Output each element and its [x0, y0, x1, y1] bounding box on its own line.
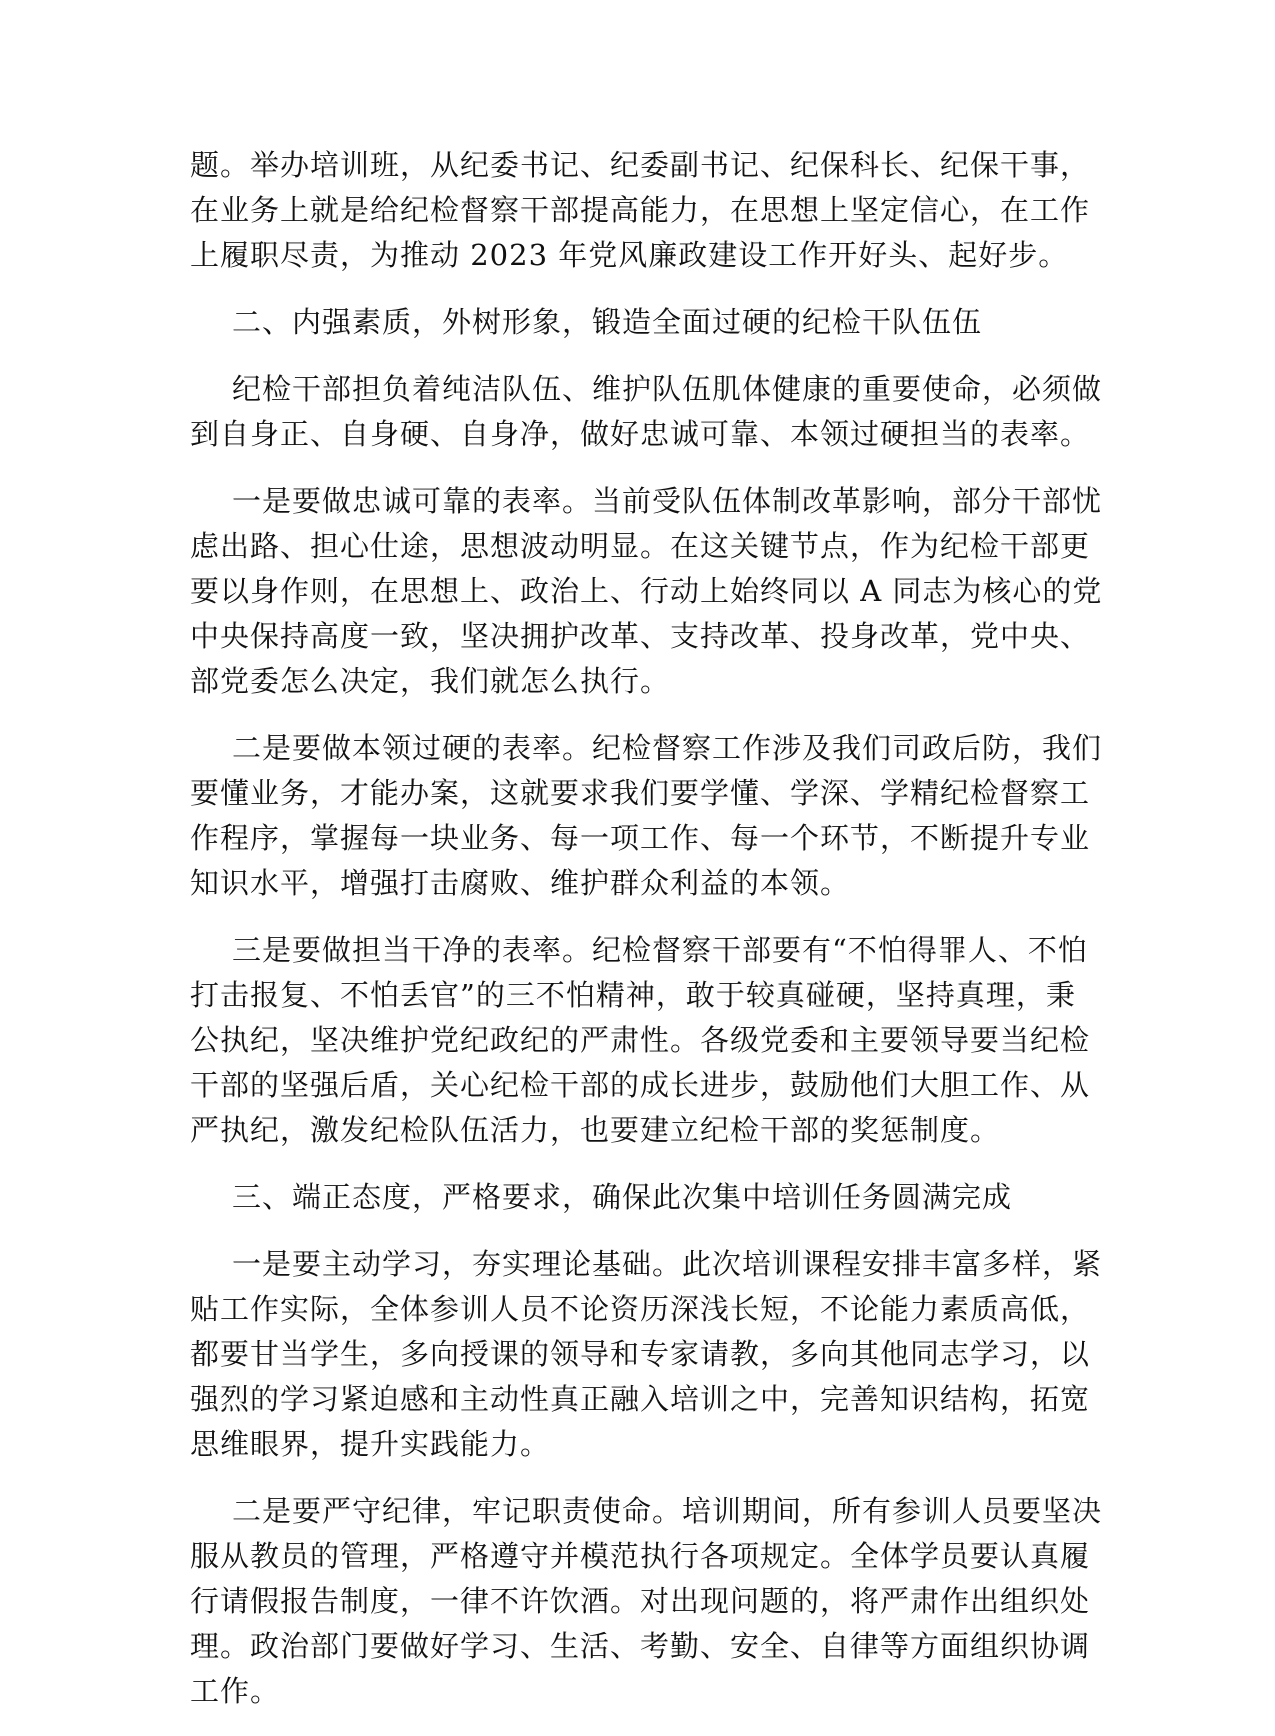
- text-line: 部党委怎么决定，我们就怎么执行。: [190, 664, 671, 698]
- text-line: 三是要做担当干净的表率。纪检督察干部要有“不怕得罪人、不怕: [232, 933, 1088, 967]
- text-line: 思维眼界，提升实践能力。: [190, 1427, 551, 1461]
- text-line: 严执纪，激发纪检队伍活力，也要建立纪检干部的奖惩制度。: [190, 1113, 1001, 1147]
- document-page: [190, 143, 1103, 1736]
- text-line: 一是要做忠诚可靠的表率。当前受队伍体制改革影响，部分干部忧: [232, 484, 1103, 518]
- paragraph-body: [190, 1242, 1103, 1467]
- section-heading-3: [190, 1175, 1078, 1220]
- text-line: 服从教员的管理，严格遵守并模范执行各项规定。全体学员要认真履: [190, 1539, 1091, 1573]
- text-line: 要懂业务，才能办案，这就要求我们要学懂、学深、学精纪检督察工: [190, 776, 1091, 810]
- text-line: 在业务上就是给纪检督察干部提高能力，在思想上坚定信心，在工作: [190, 193, 1091, 227]
- text-line: 一是要主动学习，夯实理论基础。此次培训课程安排丰富多样，紧: [232, 1247, 1103, 1281]
- text-line: 强烈的学习紧迫感和主动性真正融入培训之中，完善知识结构，拓宽: [190, 1382, 1091, 1416]
- text-line: 都要甘当学生，多向授课的领导和专家请教，多向其他同志学习，以: [190, 1337, 1091, 1371]
- paragraph-body: [190, 928, 1091, 1153]
- text-line: 纪检干部担负着纯洁队伍、维护队伍肌体健康的重要使命，必须做: [232, 372, 1103, 406]
- text-line: 上履职尽责，为推动 2023 年党风廉政建设工作开好头、起好步。: [190, 238, 1069, 272]
- text-line: 公执纪，坚决维护党纪政纪的严肃性。各级党委和主要领导要当纪检: [190, 1023, 1091, 1057]
- text-line: 二是要严守纪律，牢记职责使命。培训期间，所有参训人员要坚决: [232, 1494, 1103, 1528]
- text-line: 理。政治部门要做好学习、生活、考勤、安全、自律等方面组织协调: [190, 1629, 1091, 1663]
- text-line: 工作。: [190, 1674, 281, 1708]
- text-line: 虑出路、担心仕途，思想波动明显。在这关键节点，作为纪检干部更: [190, 529, 1091, 563]
- heading-line: 二、内强素质，外树形象，锻造全面过硬的纪检干队伍伍: [232, 305, 983, 339]
- text-line: 打击报复、不怕丢官”的三不怕精神，敢于较真碰硬，坚持真理，秉: [190, 978, 1076, 1012]
- paragraph-body: [190, 367, 1103, 457]
- text-line: 到自身正、自身硬、自身净，做好忠诚可靠、本领过硬担当的表率。: [190, 417, 1091, 451]
- text-line: 知识水平，增强打击腐败、维护群众利益的本领。: [190, 866, 851, 900]
- text-line: 作程序，掌握每一块业务、每一项工作、每一个环节，不断提升专业: [190, 821, 1091, 855]
- section-heading-2: [190, 300, 1078, 345]
- paragraph-continuation: [190, 143, 1091, 278]
- text-line: 干部的坚强后盾，关心纪检干部的成长进步，鼓励他们大胆工作、从: [190, 1068, 1091, 1102]
- paragraph-body: [190, 479, 1103, 704]
- text-line: 要以身作则，在思想上、政治上、行动上始终同以 A 同志为核心的党: [190, 574, 1103, 608]
- text-line: 题。举办培训班，从纪委书记、纪委副书记、纪保科长、纪保干事，: [190, 148, 1091, 182]
- paragraph-body: [190, 726, 1103, 906]
- text-line: 二是要做本领过硬的表率。纪检督察工作涉及我们司政后防，我们: [232, 731, 1103, 765]
- heading-line: 三、端正态度，严格要求，确保此次集中培训任务圆满完成: [232, 1180, 1013, 1214]
- text-line: 行请假报告制度，一律不许饮酒。对出现问题的，将严肃作出组织处: [190, 1584, 1091, 1618]
- text-line: 中央保持高度一致，坚决拥护改革、支持改革、投身改革，党中央、: [190, 619, 1091, 653]
- text-line: 贴工作实际，全体参训人员不论资历深浅长短，不论能力素质高低，: [190, 1292, 1091, 1326]
- paragraph-body: [190, 1489, 1103, 1714]
